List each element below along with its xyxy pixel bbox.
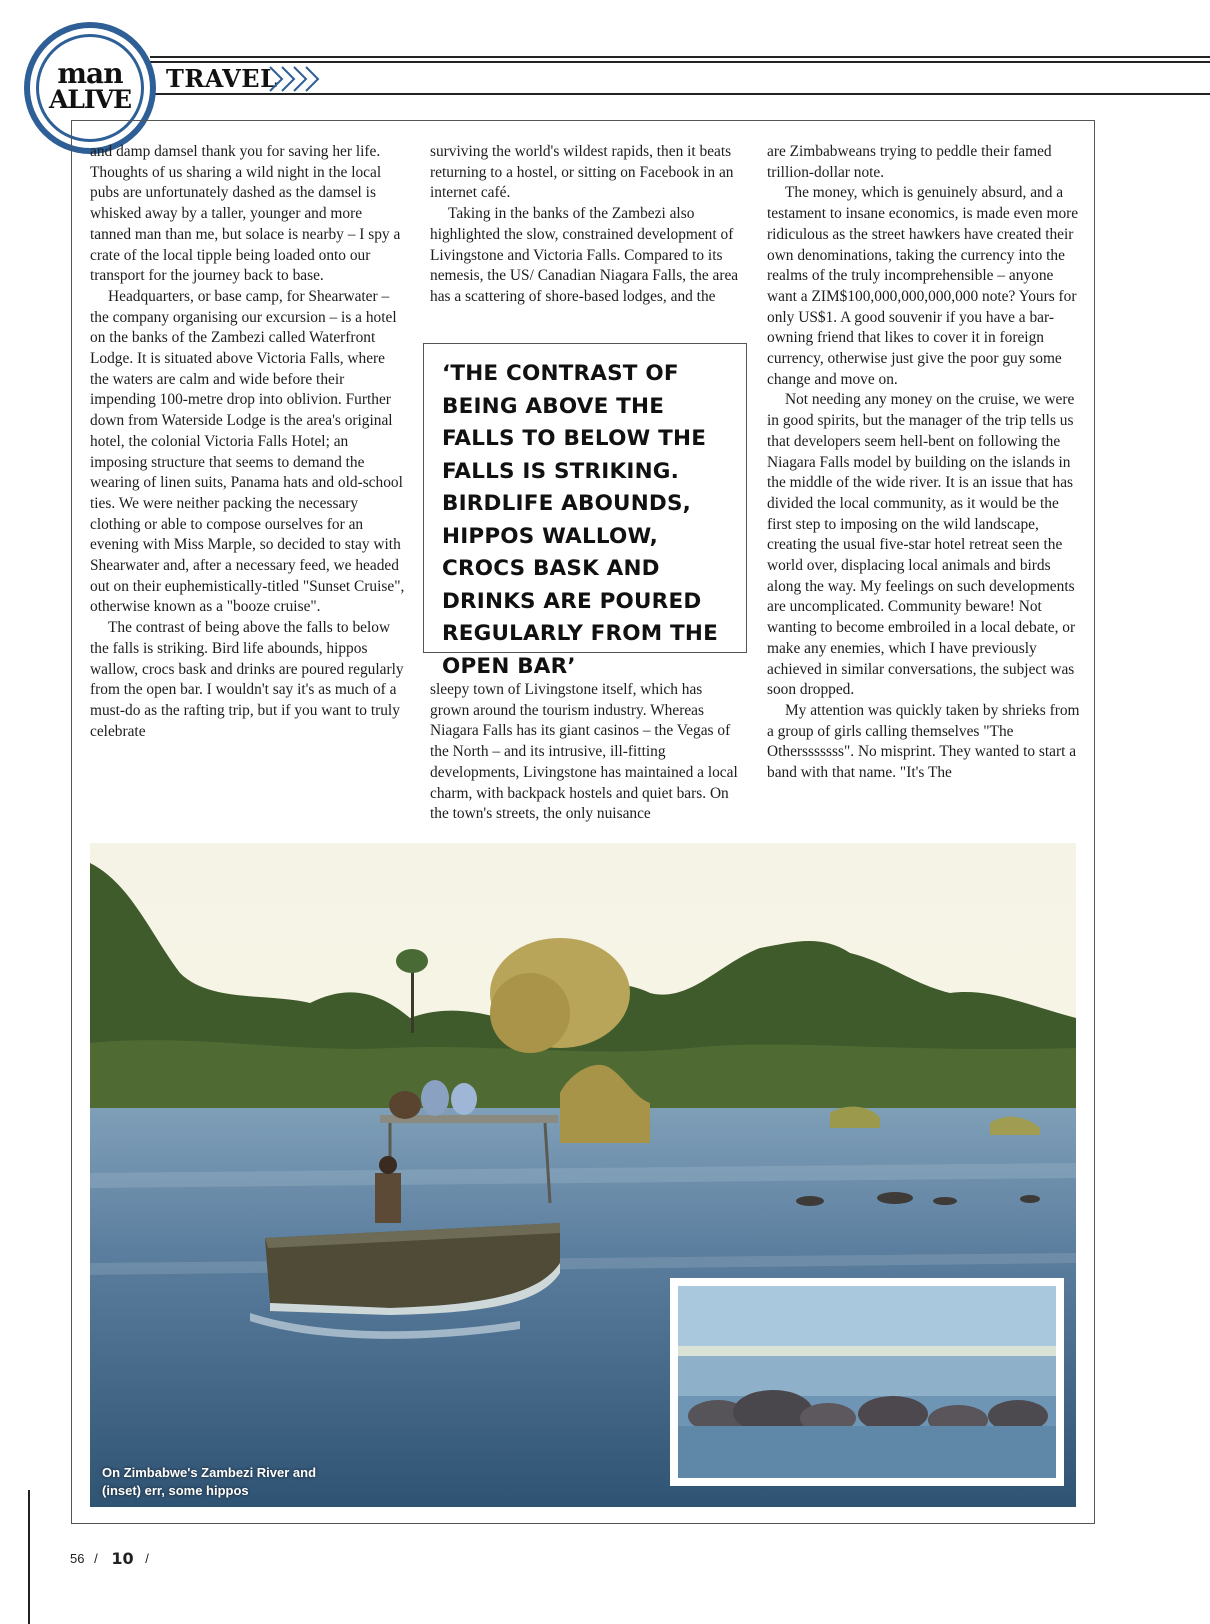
paragraph: surviving the world's wildest rapids, then it beats returning to a hostel, or sitting on Facebook in an internet café. [430, 143, 734, 202]
pull-quote-box [423, 343, 747, 679]
header-rule-top [150, 56, 1210, 58]
paragraph: and damp damsel thank you for saving her life. Thoughts of us sharing a wild night in the local pubs are unfortunately dashed as the damsel is whisked away by a taller, younger and more tanned man than me, but solace is nearby – I spy a crate of the local tipple being loaded onto our transport for the journey back to base. [90, 143, 401, 285]
hippos-inset-frame [670, 1278, 1064, 1486]
paragraph: The money, which is genuinely absurd, and a testament to insane economics, is made even more ridiculous as the street hawkers have created their own denominations, taking the currency into the realms of the truly incomprehensible – anyone want a ZIM$100,000,000,000,000 note? Yours for only US$1. A good souvenir if you have a bar-owning friend that likes to cover it in foreign currency, otherwise just give the poor guy some change and move on. [767, 184, 1079, 388]
article-column-2-top [430, 142, 742, 308]
footer-separator: / [145, 1551, 149, 1566]
footer-separator: / [94, 1551, 98, 1566]
caption-line-2: (inset) err, some hippos [102, 1483, 249, 1498]
article-column-1 [90, 142, 406, 742]
paragraph: are Zimbabweans trying to peddle their famed trillion-dollar note. [767, 143, 1052, 181]
chevrons-icon [268, 64, 320, 94]
hippos-inset-photo [678, 1286, 1056, 1478]
pull-quote-text: ‘THE CONTRAST OF BEING ABOVE THE FALLS TO BELOW THE FALLS IS STRIKING. BIRDLIFE ABOUNDS, HIPPOS WALLOW, CROCS BASK AND DRINKS ARE POURED REGULARLY FROM THE OPEN BAR’ [442, 361, 718, 679]
page-number: 56 [70, 1551, 85, 1566]
paragraph: sleepy town of Livingstone itself, which has grown around the tourism industry. Whereas Niagara Falls has its giant casinos – the Vegas of the North – and its intrusive, ill-fitting developments, Livingstone has maintained a local charm, with backpack hostels and quiet bars. On the town's streets, the only nuisance [430, 681, 738, 823]
caption-line-1: On Zimbabwe's Zambezi River and [102, 1465, 317, 1480]
paragraph: Headquarters, or base camp, for Shearwater – the company organising our excursion – is a hotel on the banks of the Zambezi called Waterfront Lodge. It is situated above Victoria Falls, where the waters are calm and wide before their impending 100-metre drop into oblivion. Further down from Waterside Lodge is the area's original hotel, the colonial Victoria Falls Hotel; an imposing structure that seems to demand the wearing of linen suits, Panama hats and old-school ties. We were neither packing the necessary clothing or able to compose ourselves for an evening with Miss Marple, so decided to stay with Shearwater and, after a necessary feed, we headed out on their euphemistically-titled "Sunset Cruise", otherwise known as a "booze cruise". [90, 287, 405, 616]
footer-rule [28, 1490, 30, 1624]
paragraph: Taking in the banks of the Zambezi also highlighted the slow, constrained development of Livingstone and Victoria Falls. Compared to its nemesis, the US/ Canadian Niagara Falls, the area has a scattering of shore-based lodges, and the [430, 205, 739, 305]
page-footer [70, 1549, 149, 1568]
paragraph: My attention was quickly taken by shrieks from a group of girls calling themselves "The Othersssssss". No misprint. They wanted to start a band with that name. "It's The [767, 701, 1080, 782]
paragraph: The contrast of being above the falls to below the falls is striking. Bird life abounds, hippos wallow, crocs bask and drinks are poured regularly from the open bar. I wouldn't say it's as much of a must-do as the rafting trip, but if you want to truly celebrate [90, 619, 404, 740]
ten-logo: 10 [111, 1549, 134, 1568]
logo-line-man: man [57, 57, 123, 90]
header-rule-bottom [150, 61, 1210, 63]
article-column-2-bottom [430, 680, 742, 825]
logo-line-alive: ALIVE [48, 85, 132, 114]
article-column-3 [767, 142, 1085, 784]
paragraph: Not needing any money on the cruise, we were in good spirits, but the manager of the trip tells us that developers seem hell-bent on following the Niagara Falls model by building on the islands in the middle of the wide river. It is an issue that has divided the local community, as it would be the first step to imposing on the wild landscape, creating the usual five-star hotel retreat seen the world over, displacing local animals and birds along the way. My feelings on such developments are uncomplicated. Community beware! Not wanting to become embroiled in a local debate, or make any enemies, which I have previously achieved in similar conversations, the subject was soon dropped. [767, 391, 1076, 699]
section-label: TRAVEL [166, 64, 278, 93]
photo-caption [102, 1464, 342, 1500]
